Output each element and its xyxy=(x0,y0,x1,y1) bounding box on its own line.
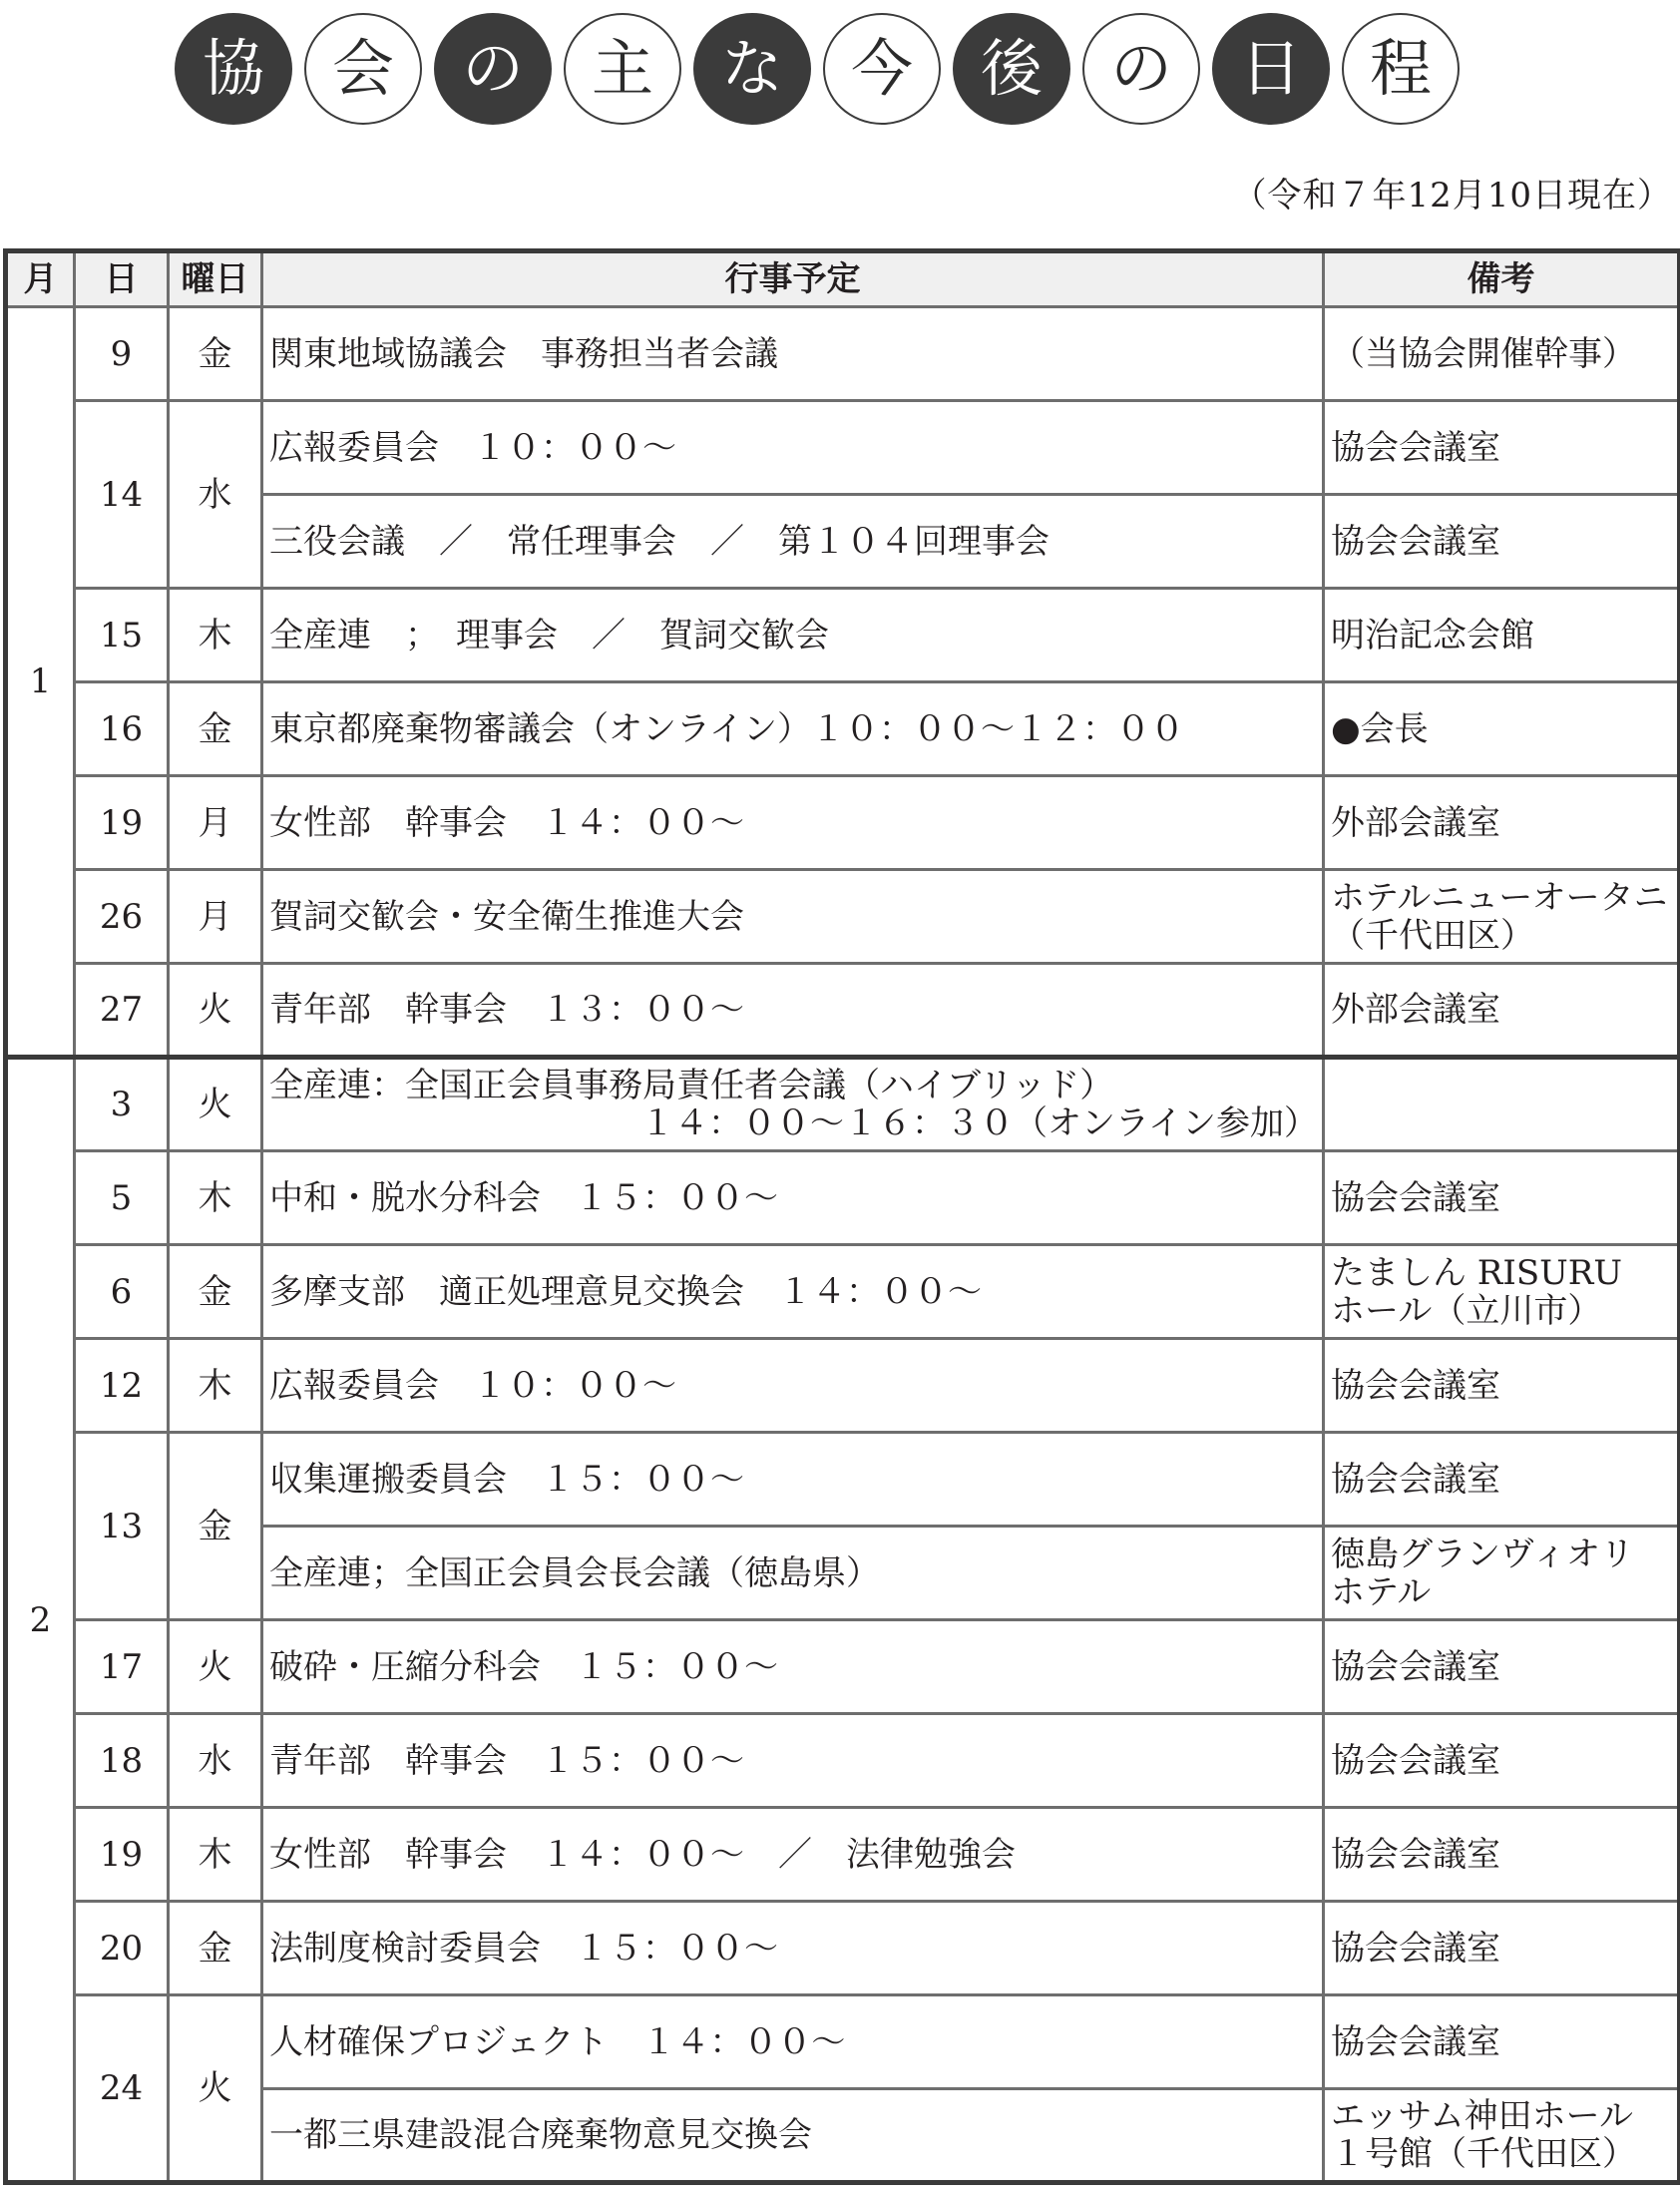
day-cell: 16 xyxy=(75,682,169,776)
table-row xyxy=(6,1714,1680,1808)
weekday-cell: 水 xyxy=(169,1714,262,1808)
note-cell: 外部会議室 xyxy=(1324,964,1680,1058)
day-cell: 17 xyxy=(75,1620,169,1714)
header-weekday: 曜日 xyxy=(169,251,262,307)
event-text: 法制度検討委員会 １５：００～ xyxy=(269,1928,778,1969)
event-cell xyxy=(262,589,1324,682)
event-cell xyxy=(262,1245,1324,1339)
table-row xyxy=(6,1058,1680,1151)
event-cell xyxy=(262,307,1324,401)
event-text: 賀詞交歓会・安全衛生推進大会 xyxy=(269,896,744,937)
title-char: 会 xyxy=(304,13,422,125)
header-day: 日 xyxy=(75,251,169,307)
event-cell xyxy=(262,682,1324,776)
event-cell xyxy=(262,1058,1324,1151)
event-text: 広報委員会 １０：００～ xyxy=(269,427,676,468)
event-text: 関東地域協議会 事務担当者会議 xyxy=(269,333,778,374)
note-cell: 協会会議室 xyxy=(1324,495,1680,589)
event-cell xyxy=(262,1151,1324,1245)
event-text: 青年部 幹事会 １３：００～ xyxy=(269,990,744,1030)
table-row xyxy=(6,964,1680,1058)
title-char: 後 xyxy=(953,13,1070,125)
table-row xyxy=(6,870,1680,964)
event-cell xyxy=(262,495,1324,589)
table-row xyxy=(6,307,1680,401)
weekday-cell: 水 xyxy=(169,401,262,589)
table-row xyxy=(6,776,1680,870)
note-cell: エッサム神田ホール １号館（千代田区） xyxy=(1324,2089,1680,2183)
event-cell xyxy=(262,870,1324,964)
event-text: 人材確保プロジェクト １４：００～ xyxy=(269,2021,846,2062)
table-row xyxy=(6,1151,1680,1245)
title-char: 協 xyxy=(175,13,292,125)
event-cell xyxy=(262,1433,1324,1527)
title-char: 主 xyxy=(564,13,681,125)
event-text: 破砕・圧縮分科会 １５：００～ xyxy=(269,1646,778,1687)
day-cell: 19 xyxy=(75,776,169,870)
day-cell: 14 xyxy=(75,401,169,589)
event-text: 中和・脱水分科会 １５：００～ xyxy=(269,1177,778,1218)
note-cell: 徳島グランヴィオリ ホテル xyxy=(1324,1527,1680,1620)
table-row xyxy=(6,1433,1680,1527)
day-cell: 5 xyxy=(75,1151,169,1245)
event-text: 東京都廃棄物審議会（オンライン）１０：００～１２：００ xyxy=(269,708,1184,749)
note-cell: 協会会議室 xyxy=(1324,1902,1680,1995)
weekday-cell: 月 xyxy=(169,870,262,964)
day-cell: 3 xyxy=(75,1058,169,1151)
event-text: 三役会議 ／ 常任理事会 ／ 第１０４回理事会 xyxy=(269,521,1050,562)
note-cell: 外部会議室 xyxy=(1324,776,1680,870)
day-cell: 9 xyxy=(75,307,169,401)
weekday-cell: 金 xyxy=(169,1902,262,1995)
event-text: 多摩支部 適正処理意見交換会 １４：００～ xyxy=(269,1271,982,1312)
as-of-date: （令和７年12月10日現在） xyxy=(1232,176,1672,216)
event-cell xyxy=(262,401,1324,495)
title-char: の xyxy=(434,13,552,125)
event-cell xyxy=(262,1995,1324,2089)
day-cell: 27 xyxy=(75,964,169,1058)
title-char: 日 xyxy=(1212,13,1330,125)
weekday-cell: 火 xyxy=(169,964,262,1058)
note-cell: 協会会議室 xyxy=(1324,1339,1680,1433)
day-cell: 13 xyxy=(75,1433,169,1620)
weekday-cell: 金 xyxy=(169,307,262,401)
event-cell xyxy=(262,1714,1324,1808)
event-cell xyxy=(262,1527,1324,1620)
header-month: 月 xyxy=(6,251,75,307)
month-cell: 2 xyxy=(6,1058,75,2183)
title-char: 今 xyxy=(823,13,941,125)
weekday-cell: 木 xyxy=(169,589,262,682)
note-cell: 明治記念会館 xyxy=(1324,589,1680,682)
event-text: 全産連；全国正会員会長会議（徳島県） xyxy=(269,1552,880,1593)
day-cell: 6 xyxy=(75,1245,169,1339)
weekday-cell: 火 xyxy=(169,1620,262,1714)
event-text: 全産連 ； 理事会 ／ 賀詞交歓会 xyxy=(269,615,829,656)
table-row xyxy=(6,589,1680,682)
note-cell: たましん RISURU ホール（立川市） xyxy=(1324,1245,1680,1339)
day-cell: 18 xyxy=(75,1714,169,1808)
note-cell: 協会会議室 xyxy=(1324,1995,1680,2089)
page-title xyxy=(175,13,1460,125)
weekday-cell: 木 xyxy=(169,1339,262,1433)
weekday-cell: 火 xyxy=(169,1058,262,1151)
weekday-cell: 火 xyxy=(169,1995,262,2183)
note-cell: 協会会議室 xyxy=(1324,1433,1680,1527)
day-cell: 24 xyxy=(75,1995,169,2183)
table-row xyxy=(6,1808,1680,1902)
table-row xyxy=(6,1245,1680,1339)
month-group xyxy=(6,307,1680,1058)
header-row xyxy=(6,251,1680,307)
event-text: 収集運搬委員会 １５：００～ xyxy=(269,1459,744,1500)
event-text-line2: １４：００～１６：３０（オンライン参加） xyxy=(640,1103,1318,1143)
table-row xyxy=(6,1339,1680,1433)
weekday-cell: 木 xyxy=(169,1151,262,1245)
schedule-table xyxy=(3,248,1680,2185)
weekday-cell: 金 xyxy=(169,1245,262,1339)
month-group xyxy=(6,1058,1680,2183)
note-cell: 協会会議室 xyxy=(1324,401,1680,495)
note-cell: 協会会議室 xyxy=(1324,1151,1680,1245)
event-cell xyxy=(262,1339,1324,1433)
event-cell xyxy=(262,964,1324,1058)
event-cell xyxy=(262,2089,1324,2183)
table-row xyxy=(6,682,1680,776)
event-cell xyxy=(262,1902,1324,1995)
note-cell: ホテルニューオータニ （千代田区） xyxy=(1324,870,1680,964)
note-cell: 協会会議室 xyxy=(1324,1808,1680,1902)
weekday-cell: 金 xyxy=(169,682,262,776)
event-cell xyxy=(262,1620,1324,1714)
note-cell xyxy=(1324,1058,1680,1151)
event-cell xyxy=(262,776,1324,870)
title-char: の xyxy=(1082,13,1200,125)
event-cell xyxy=(262,1808,1324,1902)
header-note: 備考 xyxy=(1324,251,1680,307)
event-text: 女性部 幹事会 １４：００～ xyxy=(269,802,744,843)
title-char: 程 xyxy=(1342,13,1460,125)
table-row xyxy=(6,401,1680,495)
event-text: 全産連：全国正会員事務局責任者会議（ハイブリッド） xyxy=(269,1066,1114,1105)
event-text: 広報委員会 １０：００～ xyxy=(269,1365,676,1406)
day-cell: 12 xyxy=(75,1339,169,1433)
note-cell: （当協会開催幹事） xyxy=(1324,307,1680,401)
weekday-cell: 月 xyxy=(169,776,262,870)
day-cell: 15 xyxy=(75,589,169,682)
weekday-cell: 木 xyxy=(169,1808,262,1902)
month-cell: 1 xyxy=(6,307,75,1058)
title-char: な xyxy=(693,13,811,125)
header-event: 行事予定 xyxy=(262,251,1324,307)
table-row xyxy=(6,1995,1680,2089)
weekday-cell: 金 xyxy=(169,1433,262,1620)
table-row xyxy=(6,1620,1680,1714)
note-cell: 協会会議室 xyxy=(1324,1620,1680,1714)
note-cell: ●会長 xyxy=(1324,682,1680,776)
day-cell: 26 xyxy=(75,870,169,964)
note-cell: 協会会議室 xyxy=(1324,1714,1680,1808)
day-cell: 20 xyxy=(75,1902,169,1995)
day-cell: 19 xyxy=(75,1808,169,1902)
table-row xyxy=(6,1902,1680,1995)
event-text: 女性部 幹事会 １４：００～ ／ 法律勉強会 xyxy=(269,1834,1016,1875)
event-text: 青年部 幹事会 １５：００～ xyxy=(269,1740,744,1781)
event-text: 一都三県建設混合廃棄物意見交換会 xyxy=(269,2115,812,2155)
